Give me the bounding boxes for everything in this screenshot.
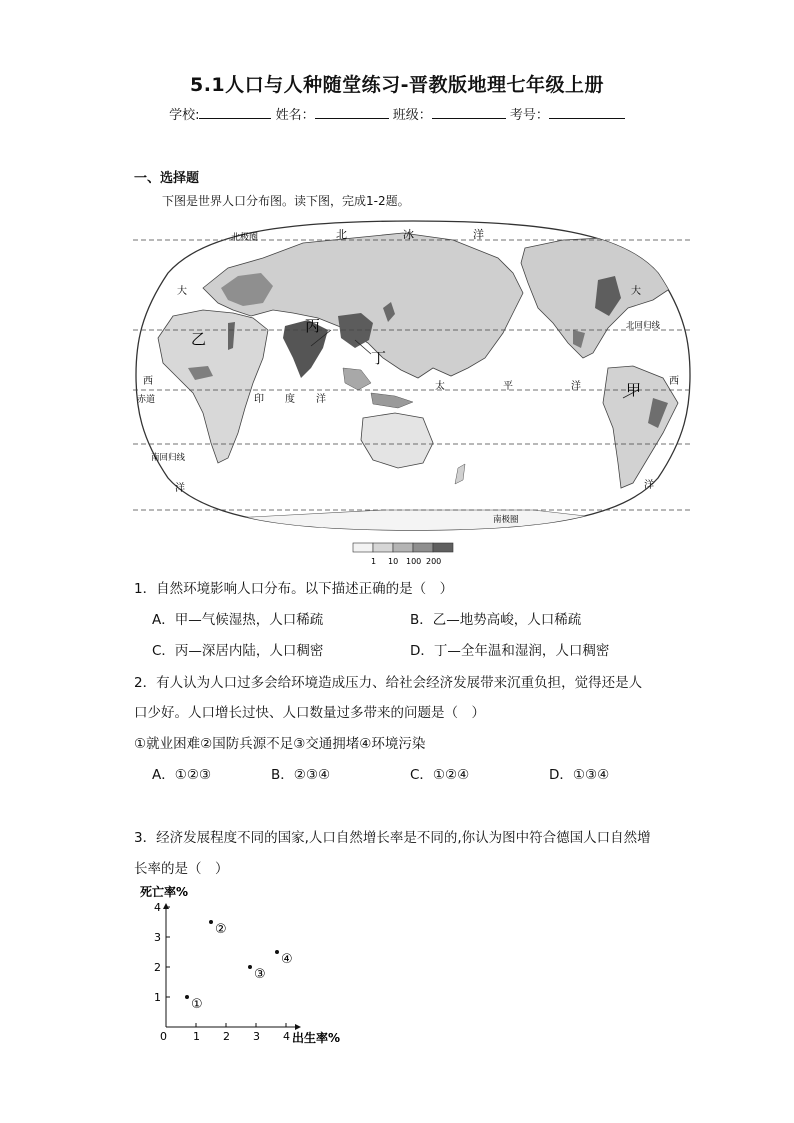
scatter-point-label-3: ③ [254,967,266,982]
scatter-point-4 [275,950,279,954]
school-label: 学校: [169,108,200,123]
west-label-right: 西 [669,376,679,387]
scatter-point-label-1: ① [191,997,203,1012]
equator-label: 赤道 [137,395,156,405]
legend-swatch-1 [353,543,373,552]
atlantic-label-right: 大 [631,286,641,297]
antarctic-circle-label: 南极圈 [493,515,519,525]
question-1-stem: 1．自然环境影响人口分布。以下描述正确的是（ ） [134,581,454,597]
atlantic-label-left: 大 [177,286,187,297]
student-info-line [0,104,794,123]
question-1-option-c[interactable]: C．丙—深居内陆，人口稠密 [152,643,324,659]
section-heading: 一、选择题 [134,171,200,186]
legend-swatch-5 [433,543,453,552]
legend-tick-1: 1 [371,557,377,566]
arctic-ocean-char-1: 北 [336,228,347,241]
west-label-left: 西 [143,376,153,387]
class-label: 班级： [392,108,432,123]
question-2-option-d[interactable]: D．①③④ [549,767,610,783]
birth-death-rate-scatter [136,882,356,1052]
x-axis-label: 出生率% [292,1031,341,1045]
legend-swatch-4 [413,543,433,552]
ocean-label-left: 洋 [175,483,185,494]
region-jia-label: 甲 [626,381,642,399]
x-tick-label-1: 1 [193,1030,200,1043]
question-2-option-a[interactable]: A．①②③ [152,767,212,783]
arctic-ocean-char-3: 洋 [473,228,484,241]
scatter-point-1 [185,995,189,999]
x-tick-label-4: 4 [283,1030,290,1043]
legend-swatch-2 [373,543,393,552]
ocean-label-right: 洋 [644,480,654,491]
school-blank[interactable] [199,105,271,119]
x-tick-label-3: 3 [253,1030,260,1043]
class-blank[interactable] [432,105,506,119]
indian-ocean-char-1: 印 [254,394,264,405]
region-ding-label: 丁 [371,349,387,367]
pacific-char-2: 平 [503,381,513,392]
x-tick-label-2: 2 [223,1030,230,1043]
tropic-capricorn-label: 南回归线 [151,453,186,463]
number-blank[interactable] [549,105,625,119]
scatter-point-3 [248,965,252,969]
indian-ocean-char-2: 度 [285,394,295,405]
question-1-option-a[interactable]: A．甲—气候湿热，人口稀疏 [152,612,324,628]
scatter-point-label-4: ④ [281,952,293,967]
question-2-option-c[interactable]: C．①②④ [410,767,470,783]
indian-ocean-char-3: 洋 [316,394,326,405]
arctic-circle-label: 北极圈 [231,233,259,243]
legend-tick-200: 200 [426,557,442,566]
tropic-cancer-label: 北回归线 [626,321,661,331]
number-label: 考号： [509,108,549,123]
region-bing-label: 丙 [305,317,321,335]
y-tick-label-3: 3 [154,931,161,944]
land-greenland [638,223,681,253]
name-blank[interactable] [315,105,389,119]
question-3-stem-line-1: 3．经济发展程度不同的国家,人口自然增长率是不同的,你认为图中符合德国人口自然增 [134,830,651,846]
region-yi-label: 乙 [191,330,207,348]
y-tick-label-4: 4 [154,901,161,914]
scatter-point-label-2: ② [215,922,227,937]
population-density-legend [352,542,456,568]
legend-tick-100: 100 [406,557,422,566]
question-2-stem-line-2: 口少好。人口增长过快、人口数量过多带来的问题是（ ） [134,705,485,721]
question-intro: 下图是世界人口分布图。读下图，完成1-2题。 [162,194,410,208]
legend-swatch-3 [393,543,413,552]
arctic-ocean-char-2: 冰 [403,228,414,241]
question-1-option-b[interactable]: B．乙—地势高峻，人口稀疏 [410,612,582,628]
y-tick-label-2: 2 [154,961,161,974]
x-tick-label-0: 0 [160,1030,167,1043]
name-label: 姓名： [275,108,315,123]
legend-tick-10: 10 [388,557,399,566]
question-2-items: ①就业困难②国防兵源不足③交通拥堵④环境污染 [134,736,426,752]
question-1-option-d[interactable]: D．丁—全年温和湿润，人口稠密 [410,643,610,659]
question-2-option-b[interactable]: B．②③④ [271,767,331,783]
world-population-map [133,218,693,533]
scatter-point-2 [209,920,213,924]
pacific-char-1: 太 [435,381,445,392]
y-axis-label: 死亡率% [140,885,189,899]
y-tick-label-1: 1 [154,991,161,1004]
pacific-char-3: 洋 [571,381,581,392]
question-3-stem-line-2: 长率的是（ ） [134,861,229,877]
page-title: 5.1人口与人种随堂练习-晋教版地理七年级上册 [189,74,605,96]
question-2-stem-line-1: 2．有人认为人口过多会给环境造成压力、给社会经济发展带来沉重负担，觉得还是人 [134,675,643,691]
